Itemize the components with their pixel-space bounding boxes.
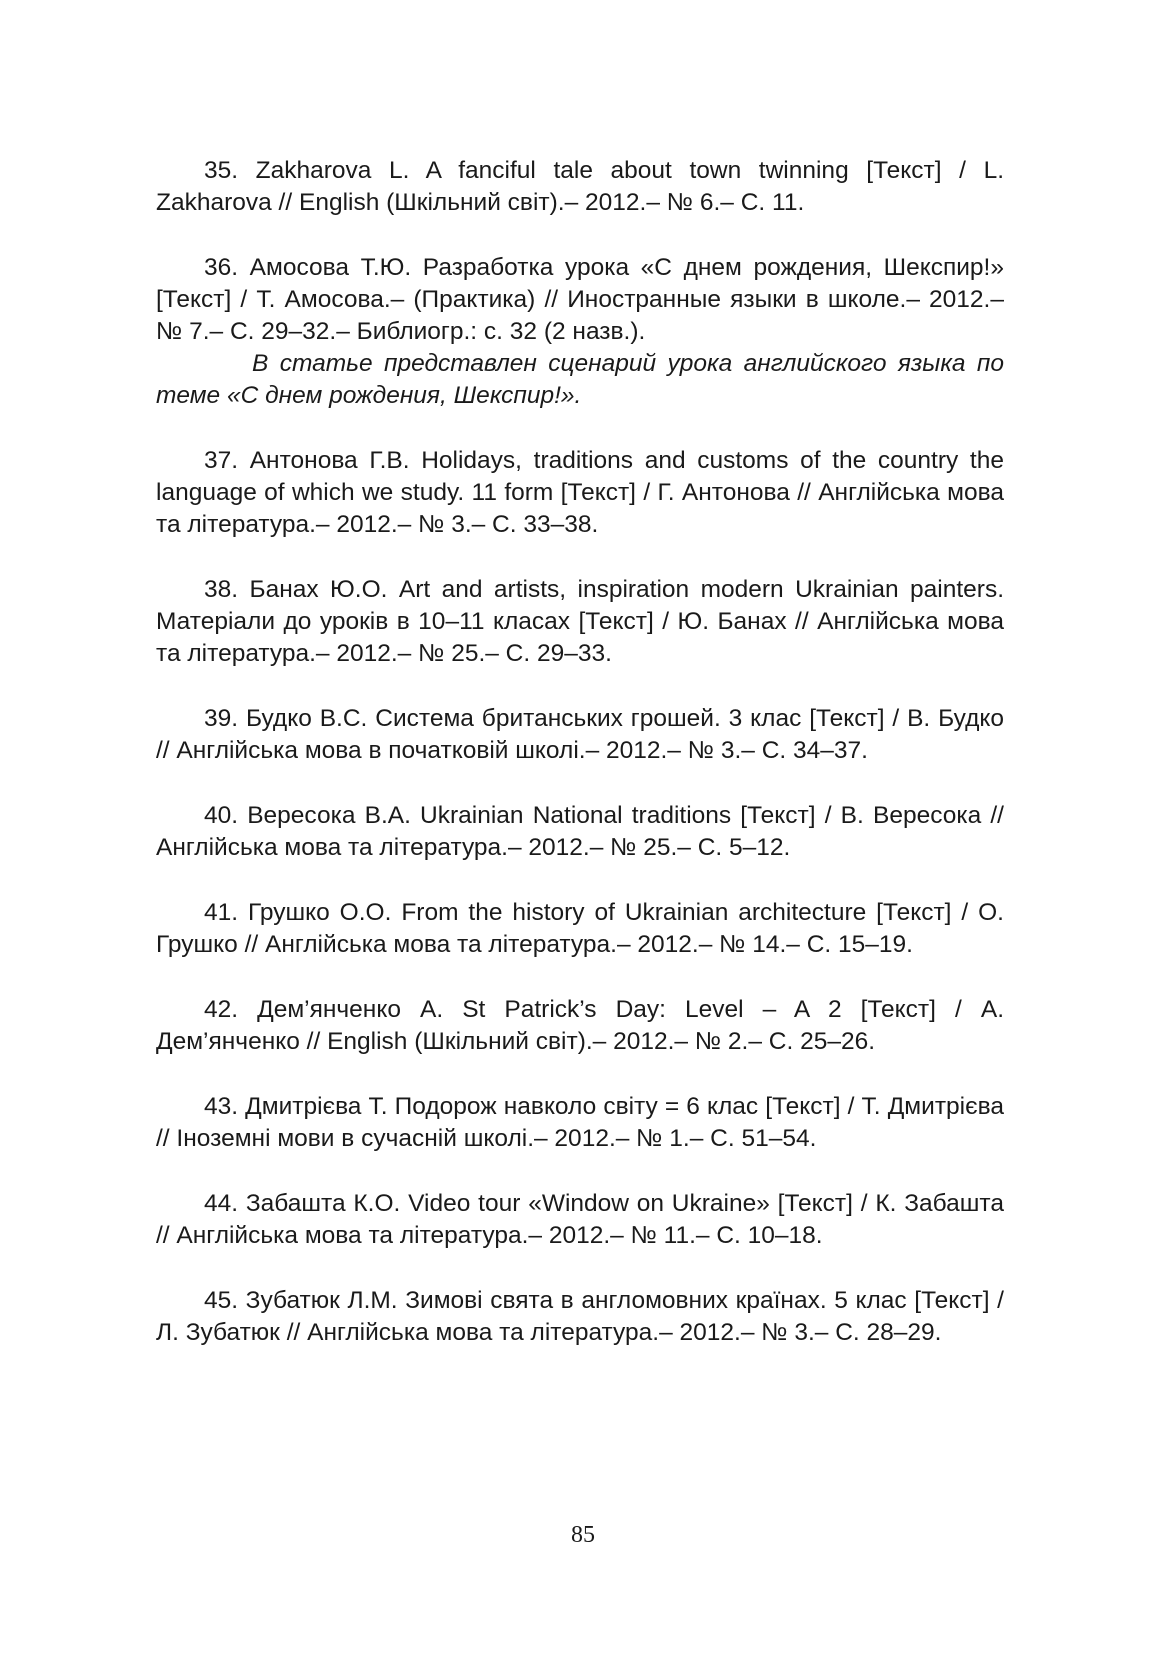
entry-text: 41. Грушко О.О. From the history of Ukrainian architecture [Текст] / О. Грушко // Англійська мова та література.– 2012.– № 14.– С. 15–19. — [156, 899, 1004, 958]
entry-text: 38. Банах Ю.О. Art and artists, inspiration modern Ukrainian painters. Матеріали до уроків в 10–11 класах [Текст] / Ю. Банах // Англійська мова та література.– 2012.– № 25.– С. 29–33. — [156, 576, 1004, 667]
bibliography-entry-40 — [156, 800, 1004, 864]
bibliography-entry-38 — [156, 574, 1004, 670]
bibliography-page — [156, 155, 1004, 1382]
bibliography-entry-42 — [156, 994, 1004, 1058]
bibliography-entry-43 — [156, 1091, 1004, 1155]
entry-text: 39. Будко В.С. Система британських грошей. 3 клас [Текст] / В. Будко // Англійська мова в початковій школі.– 2012.– № 3.– С. 34–37. — [156, 705, 1004, 764]
entry-annotation: В статье представлен сценарий урока английского языка по теме «С днем рождения, Шекспир!». — [156, 350, 1004, 409]
bibliography-entry-37 — [156, 445, 1004, 541]
bibliography-entry-44 — [156, 1188, 1004, 1252]
bibliography-entry-35 — [156, 155, 1004, 219]
entry-text: 40. Вересока В.А. Ukrainian National traditions [Текст] / В. Вересока // Англійська мова та література.– 2012.– № 25.– С. 5–12. — [156, 802, 1004, 861]
page-number: 85 — [571, 1522, 595, 1548]
bibliography-entry-41 — [156, 897, 1004, 961]
entry-text: 43. Дмитрієва Т. Подорож навколо світу = 6 клас [Текст] / Т. Дмитрієва // Іноземні мови в сучасній школі.– 2012.– № 1.– С. 51–54. — [156, 1093, 1004, 1152]
entry-text: 44. Забашта К.О. Video tour «Window on Ukraine» [Текст] / К. Забашта // Англійська мова та література.– 2012.– № 11.– С. 10–18. — [156, 1190, 1004, 1249]
entry-text: 37. Антонова Г.В. Holidays, traditions and customs of the country the language of which we study. 11 form [Текст] / Г. Антонова // Англійська мова та література.– 2012.– № 3.– С. 33–38. — [156, 447, 1004, 538]
bibliography-entry-45 — [156, 1285, 1004, 1349]
bibliography-entry-36 — [156, 252, 1004, 412]
entry-text: 36. Амосова Т.Ю. Разработка урока «С днем рождения, Шекспир!» [Текст] / Т. Амосова.– (Практика) // Иностранные языки в школе.– 2012.– № 7.– С. 29–32.– Библиогр.: с. 32 (2 назв.). — [156, 254, 1004, 345]
entry-text: 45. Зубатюк Л.М. Зимові свята в англомовних країнах. 5 клас [Текст] / Л. Зубатюк // Англійська мова та література.– 2012.– № 3.– С. 28–29. — [156, 1287, 1004, 1346]
entry-text: 42. Дем’янченко А. St Patrick’s Day: Level – A 2 [Текст] / А. Дем’янченко // English (Шкільний світ).– 2012.– № 2.– С. 25–26. — [156, 996, 1004, 1055]
bibliography-entry-39 — [156, 703, 1004, 767]
entry-text: 35. Zakharova L. A fanciful tale about town twinning [Текст] / L. Zakharova // English (Шкільний світ).– 2012.– № 6.– С. 11. — [156, 157, 1004, 216]
